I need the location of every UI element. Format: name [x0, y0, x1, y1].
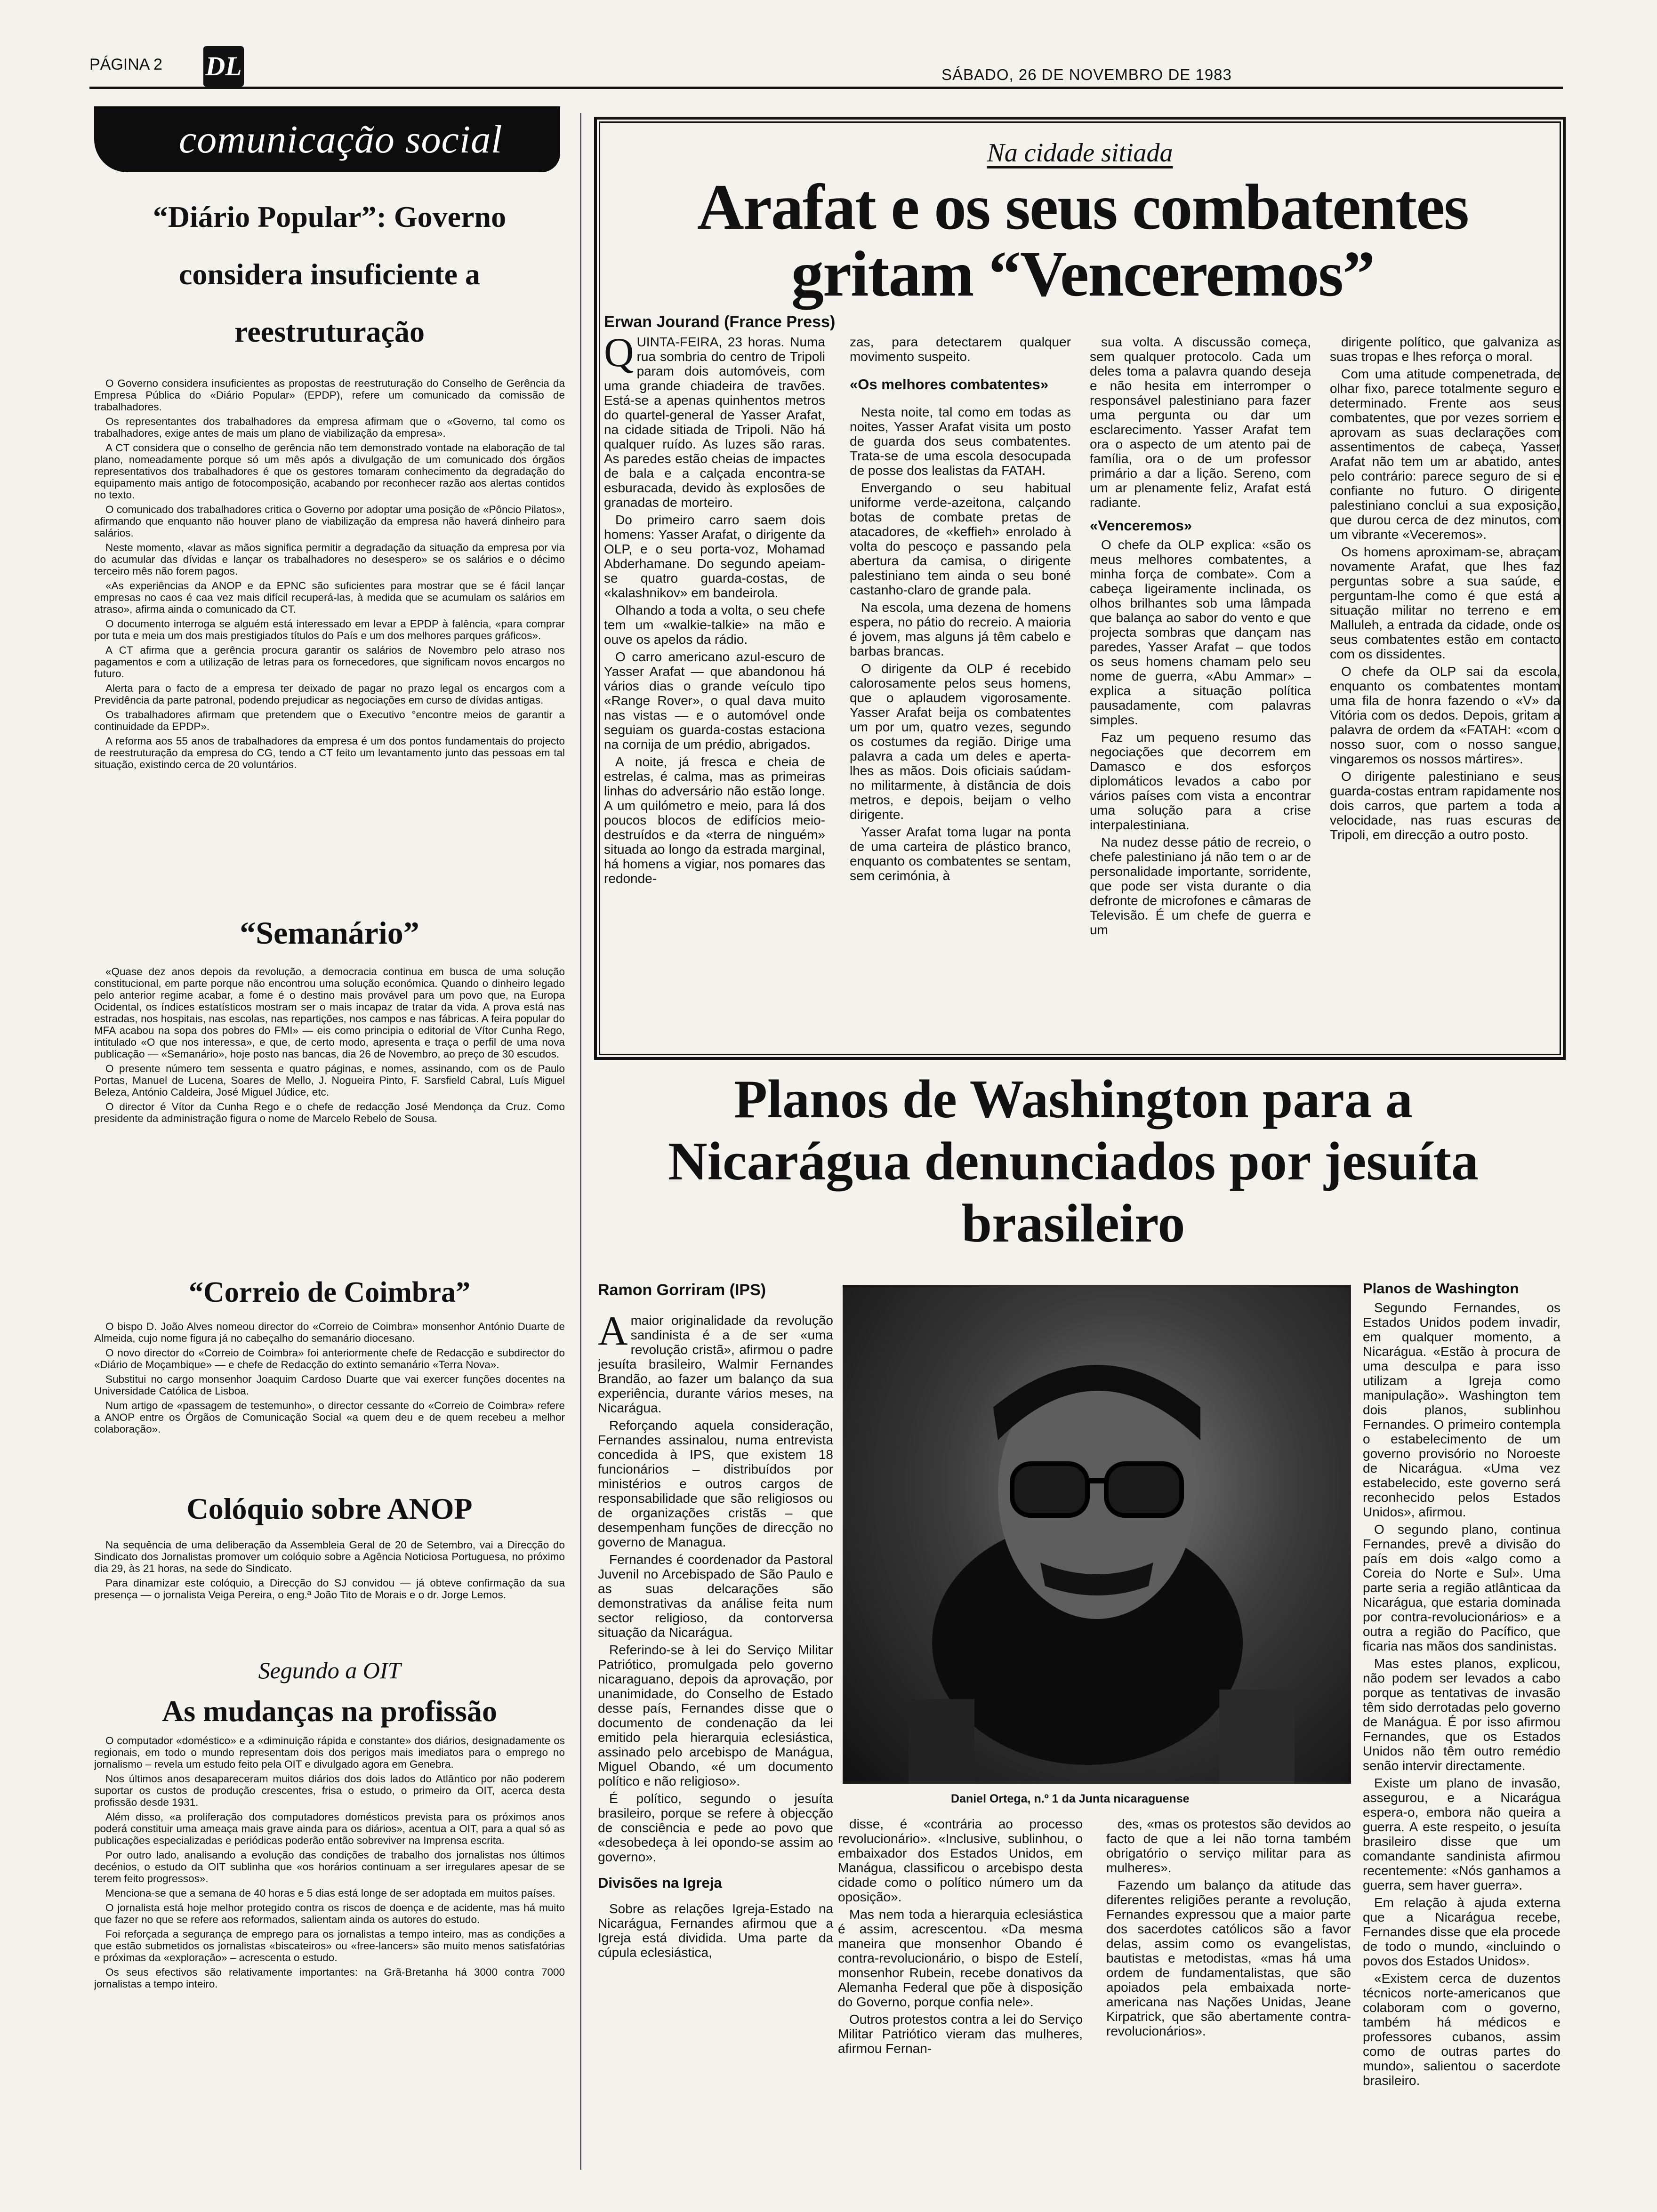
paragraph: A noite, já fresca e cheia de estrelas, é calma, mas as primeiras linhas do adversário não estão longe. A um quilómetro e meio, para lá dos poucos blocos de edifícios meio-destruídos e da «terra de ninguém» situada ao longo da estrada marginal, há homens a vigiar, nos pomares das redonde- — [604, 754, 825, 886]
nicaragua-subhead-planos: Planos de Washington — [1363, 1281, 1519, 1297]
paragraph: O dirigente da OLP é recebido calorosamente pelos seus homens, que o aplaudem vigorosamente. Yasser Arafat beija os combatentes um por um, quatro vezes, segundo os costumes da região. Dirige uma palavra a cada um deles e aperta-lhes as mãos. Dois oficiais saúdam-no militarmente, à distância de dois metros, e depois, beijam o velho dirigente. — [850, 661, 1071, 822]
newspaper-logo: DL — [203, 46, 244, 87]
paragraph: disse, é «contrária ao processo revolucionário». «Inclusive, sublinhou, o embaixador dos Estados Unidos, em Manágua, classificou o arcebispo desta cidade como o político número um da oposição». — [838, 1817, 1083, 1904]
paragraph: A reforma aos 55 anos de trabalhadores da empresa é um dos pontos fundamentais do projecto de reestruturação da empresa do CG, tendo a CT feito um levantamento junto das pessoas em tal situação, existindo cerca de 20 voluntários. — [94, 735, 565, 770]
dp-headline: “Diário Popular”: Governo considera insuficiente a reestruturação — [153, 200, 507, 348]
paragraph: É político, segundo o jesuíta brasileiro, porque se refere à objecção de consciência e pede ao povo que «desobedeça à lei opondo-se assim ao governo». — [598, 1791, 833, 1864]
paragraph: «Existem cerca de duzentos técnicos norte-americanos que colaboram com o governo, também há médicos e professores cubanos, assim como de outras partes do mundo», salientou o sacerdote brasileiro. — [1363, 1971, 1560, 2088]
paragraph: Na nudez desse pátio de recreio, o chefe palestiniano já não tem o ar de personalidade importante, sorridente, que pode ser vista durante o dia defronte de microfones e câmaras de Televisão. É um chefe de guerra e um — [1090, 835, 1311, 937]
arafat-kicker: Na cidade sitiada — [987, 138, 1173, 168]
paragraph: O novo director do «Correio de Coimbra» foi anteriormente chefe de Redacção e subdirector do «Diário de Moçambique» — e chefe de Redacção do extinto semanário «Terra Nova». — [94, 1347, 565, 1370]
arafat-col-4 — [1330, 335, 1560, 1050]
paragraph: Sobre as relações Igreja-Estado na Nicarágua, Fernandes afirmou que a Igreja está dividida. Uma parte da cúpula eclesiástica, — [598, 1901, 833, 1960]
paragraph: Existe um plano de invasão, assegurou, e a Nicarágua espera-o, embora não queira a guerra. A este respeito, o jesuíta brasileiro disse que um comandante sandinista afirmou recentemente: «Nós ganhamos a guerra, sem haver guerra». — [1363, 1776, 1560, 1892]
semanario-body — [94, 966, 565, 1253]
paragraph-text: maior originalidade da revolução sandinista é a de ser «uma revolução cristã», afirmou o padre jesuíta brasileiro, Walmir Fernandes Brandão, ao fazer um balanço da sua experiência, durante vários meses, na Nicarágua. — [598, 1313, 833, 1415]
nicaragua-col-3 — [1106, 1817, 1351, 2170]
paragraph: «Quase dez anos depois da revolução, a democracia continua em busca de uma solução constitucional, em parte porque não encontrou uma solução económica. Quando o dinheiro legado pelo anterior regime acabar, a fome é o destino mais provável para um povo que, na Europa Ocidental, os índices estatísticos mostram ser o mais incapaz de tratar da vida. A prova está nas estradas, nos hospitais, nas escolas, nas repartições, nos campos e nas fábricas. A feira popular do MFA acabou na sopa dos pobres do FMI» — eis como principia o editorial de Vítor Cunha Rego, intitulado «O que nos interessa», e que, de certo modo, apresenta e traça o perfil de uma nova publicação — «Semanário», hoje posto nas bancas, dia 26 de Novembro, ao preço de 30 escudos. — [94, 966, 565, 1060]
semanario-headline: “Semanário” — [240, 915, 419, 951]
paragraph: Fazendo um balanço da atitude das diferentes religiões perante a revolução, Fernandes expressou que a maior parte dos sacerdotes católicos são a favor delas, assim como os evangelistas, bautistas e metodistas, «mas há uma ordem de fundamentalistas, que são apoiados pela embaixada norte-americana nas Nações Unidas, Jeane Kirpatrick, que são abertamente contra-revolucionários». — [1106, 1878, 1351, 2038]
paragraph: Substitui no cargo monsenhor Joaquim Cardoso Duarte que vai exercer funções docentes na Universidade Católica de Lisboa. — [94, 1373, 565, 1397]
anop-body — [94, 1539, 565, 1633]
paragraph: des, «mas os protestos são devidos ao facto de que a lei não torna também obrigatório o serviço militar para as mulheres». — [1106, 1817, 1351, 1875]
arafat-headline: Arafat e os seus combatentes gritam “Venceremos” — [697, 171, 1468, 310]
paragraph: sua volta. A discussão começa, sem qualquer protocolo. Cada um deles toma a palavra quando deseja e não hesita em interromper o responsável palestiniano para fazer uma pergunta ou dar um esclarecimento. Yasser Arafat tem ora o aspecto de um atento pai de família, ora o de um professor primário a dar a lição. Sereno, com um ar plenamente feliz, Arafat está radiante. — [1090, 335, 1311, 510]
ortega-portrait-drawing — [843, 1285, 1351, 1784]
paragraph: Fernandes é coordenador da Pastoral Juvenil no Arcebispado de São Paulo e as suas delcarações são demonstrativas da análise feita num sector religioso, da contorversa situação da Nicarágua. — [598, 1552, 833, 1640]
arafat-col-1 — [604, 335, 825, 1050]
section-banner-label: comunicação social — [179, 118, 503, 161]
ortega-photo — [843, 1285, 1351, 1784]
paragraph: Nos últimos anos desapareceram muitos diários dos dois lados do Atlântico por não poderem suportar os custos de produção crescentes, frisa o estudo, o primeiro da OIT, acerca desta profissão desde 1931. — [94, 1773, 565, 1808]
paragraph: Mas estes planos, explicou, não podem ser levados a cabo porque as tentativas de invasão têm sido derrotadas pelo governo de Manágua. É por isso afirmou Fernandes, que os Estados Unidos não têm outro remédio senão intervir directamente. — [1363, 1656, 1560, 1773]
paragraph: Num artigo de «passagem de testemunho», o director cessante do «Correio de Coimbra» refere a ANOP entre os Órgãos de Comunicação Social «a quem deu e de quem recebeu a melhor colaboração». — [94, 1400, 565, 1435]
arafat-box — [594, 117, 1566, 1060]
paragraph: Do primeiro carro saem dois homens: Yasser Arafat, o dirigente da OLP, e o seu porta-voz, Mohamad Abderhamane. Do segundo apeiam-se quatro guarda-costas, de «kalashnikov» em bandeirola. — [604, 513, 825, 600]
nicaragua-lead-paragraph — [598, 1313, 833, 1415]
nicaragua-col-1 — [598, 1313, 833, 2170]
paragraph: O jornalista está hoje melhor protegido contra os riscos de doença e de acidente, mas há muito que fazer no que se refere aos reformados, salientam ainda os autores do estudo. — [94, 1902, 565, 1925]
paragraph: Foi reforçada a segurança de emprego para os jornalistas a tempo inteiro, mas as condições a que estão submetidos os jornalistas «biscateiros» ou «free-lancers» são muito menos satisfatórias e próximas da «exploração» – acrescenta o estudo. — [94, 1928, 565, 1964]
paragraph: Neste momento, «lavar as mãos significa permitir a degradação da situação da empresa por via do acumular das dívidas e lançar os trabalhadores no desespero» se os salários e o décimo terceiro mês não forem pagos. — [94, 542, 565, 577]
paragraph: O dirigente palestiniano e seus guarda-costas entram rapidamente nos dois carros, que partem a toda a velocidade, nas ruas escuras de Tripoli, em direcção a outro posto. — [1330, 769, 1560, 842]
nicaragua-col-2 — [838, 1817, 1083, 2170]
paragraph: Na escola, uma dezena de homens espera, no pátio do recreio. A maioria é jovem, mas alguns já têm cabelo e barbas brancas. — [850, 600, 1071, 658]
paragraph: O chefe da OLP explica: «são os meus melhores combatentes, a minha força de combate». Com a cabeça ligeiramente inclinada, os olhos brilhantes sob uma lâmpada que balança ao sabor do vento e que projecta sombras que dançam nas paredes, Yasser Arafat – que todos os seus homens chamam pelo seu nome de guerra, «Abu Ammar» – explica a situação política pausadamente, com palavras simples. — [1090, 537, 1311, 727]
arafat-byline: Erwan Jourand (France Press) — [604, 313, 836, 331]
paragraph: O documento interroga se alguém está interessado em levar a EPDP à falência, «para comprar por tuta e meia um dos mais prestigiados títulos do País e um dos melhores parques gráficos». — [94, 618, 565, 641]
paragraph: O director é Vítor da Cunha Rego e o chefe de redacção José Mendonça da Cruz. Como presidente da administração figura o nome de Marcelo Rebelo de Sousa. — [94, 1101, 565, 1124]
paragraph: Os homens aproximam-se, abraçam novamente Arafat, que lhes faz perguntas sobre a sua saúde, e perguntam-lhe como é que está a situação militar no terreno e em Malluleh, a entrada da cidade, onde os seus combatentes estão em contacto com os dissidentes. — [1330, 545, 1560, 661]
dp-body — [94, 377, 565, 895]
arafat-col-2 — [850, 335, 1071, 1050]
paragraph: Outros protestos contra a lei do Serviço Militar Patriótico vieram das mulheres, afirmou Fernan- — [838, 2012, 1083, 2056]
header-rule — [89, 87, 1563, 89]
paragraph: O comunicado dos trabalhadores critica o Governo por adoptar uma posição de «Pôncio Pilatos», afirmando que enquanto não houver plano de viabilização da empresa não haverá dinheiro para salários. — [94, 504, 565, 539]
paragraph: Com uma atitude compenetrada, de olhar fixo, parece totalmente seguro e determinado. Frente aos seus combatentes, que por vezes sorriem e aprovam as suas declarações com assentimentos de cabeça, Yasser Arafat não tem um ar abatido, antes pelo contrário: parece seguro de si e confiante no futuro. O dirigente palestiniano conclui a sua exposição, que durou cerca de dez minutos, com um vibrante «Veceremos». — [1330, 367, 1560, 542]
paragraph: O Governo considera insuficientes as propostas de reestruturação do Conselho de Gerência da Empresa Pública do «Diário Popular» (EPDP), refere um comunicado da comissão de trabalhadores. — [94, 377, 565, 413]
paragraph: Além disso, «a proliferação dos computadores domésticos prevista para os próximos anos poderá constituir uma ameaça mais grave ainda para os diários», acentua a OIT, para a qual só as publicações especializadas e periódicas poderão então sobreviver na Imprensa escrita. — [94, 1811, 565, 1846]
paragraph: Referindo-se à lei do Serviço Militar Patriótico, promulgada pelo governo nicaraguano, depois da aprovação, por unanimidade, do Conselho de Estado desse país, Fernandes disse que o documento de condenação da lei emitido pela hierarquia eclesiástica, assinado pelo arcebispo de Manágua, Miguel Obando, «é um documento político e não religioso». — [598, 1643, 833, 1788]
paragraph: Na sequência de uma deliberação da Assembleia Geral de 20 de Setembro, vai a Direcção do Sindicato dos Jornalistas promover um colóquio sobre a Agência Noticiosa Portuguesa, no próximo dia 29, às 21 horas, na sede do Sindicato. — [94, 1539, 565, 1574]
paragraph: Os seus efectivos são relativamente importantes: na Grã-Bretanha há 3000 contra 7000 jornalistas a tempo inteiro. — [94, 1966, 565, 1990]
nicaragua-byline: Ramon Gorriram (IPS) — [598, 1281, 766, 1299]
paragraph: Nesta noite, tal como em todas as noites, Yasser Arafat visita um posto de guarda dos seus combatentes. Trata-se de uma escola desocupada de posse dos lealistas da FATAH. — [850, 405, 1071, 478]
paragraph: O presente número tem sessenta e quatro páginas, e nomes, assinando, com os de Paulo Portas, Manuel de Lucena, Soares de Mello, J. Nogueira Pinto, F. Sarsfield Cabral, Luís Miguel Beleza, António Caldeira, José Miguel Júdice, etc. — [94, 1063, 565, 1098]
nicaragua-subhead-divisoes: Divisões na Igreja — [598, 1875, 722, 1891]
paragraph: Mas nem toda a hierarquia eclesiástica é assim, acrescentou. «Da mesma maneira que monsenhor Obando é contra-revolucionário, o bispo de Estelí, monsenhor Rubein, recebe donativos da Alemanha Federal que põe à disposição do Governo, porque confia nele». — [838, 1907, 1083, 2009]
arafat-subhead-venceremos: «Venceremos» — [1090, 517, 1192, 534]
correio-headline: “Correio de Coimbra” — [188, 1276, 471, 1308]
paragraph: dirigente político, que galvaniza as suas tropas e lhes reforça o moral. — [1330, 335, 1560, 364]
paragraph: O chefe da OLP sai da escola, enquanto os combatentes montam uma fila de honra fazendo o «V» da Vitória com os dedos. Depois, gritam a palavra de ordem da «FATAH: «com o nosso suor, com o nosso sangue, vingaremos os nossos mártires». — [1330, 664, 1560, 766]
paragraph: Os representantes dos trabalhadores da empresa afirmam que o «Governo, tal como os trabalhadores, exige antes de mais um plano de viabilização da empresa». — [94, 416, 565, 439]
paragraph: Para dinamizar este colóquio, a Direcção do SJ convidou — já obteve confirmação da sua presença — o jornalista Veiga Pereira, o eng.ª João Tito de Morais e o dr. Jorge Lemos. — [94, 1577, 565, 1601]
photo-caption: Daniel Ortega, n.º 1 da Junta nicaraguense — [951, 1792, 1190, 1805]
paragraph: Faz um pequeno resumo das negociações que decorrem em Damasco e dos esforços diplomáticos levados a cabo por vários países com vista a encontrar uma solução para a crise interpalestiniana. — [1090, 730, 1311, 832]
nicaragua-col-4 — [1363, 1281, 1560, 2171]
oit-kicker: Segundo a OIT — [258, 1657, 401, 1683]
nicaragua-headline: Planos de Washington para a Nicarágua denunciados por jesuíta brasileiro — [668, 1069, 1479, 1254]
oit-headline: As mudanças na profissão — [162, 1694, 497, 1728]
paragraph: Yasser Arafat toma lugar na ponta de uma carteira de plástico branco, enquanto os combatentes se sentam, sem cerimónia, à — [850, 825, 1071, 883]
paragraph: Envergando o seu habitual uniforme verde-azeitona, calçando botas de combate pretas de atacadores, de «keffieh» enrolado à volta do pescoço e passando pela abertura da camisa, o dirigente palestiniano tem ainda o seu boné castanho-claro de grande pala. — [850, 481, 1071, 597]
arafat-lead-paragraph — [604, 335, 825, 510]
paragraph: Em relação à ajuda externa que a Nicarágua recebe, Fernandes disse que ela procede de todo o mundo, «incluindo o povos dos Estados Unidos». — [1363, 1895, 1560, 1968]
column-divider — [580, 113, 581, 2170]
arafat-col-3 — [1090, 335, 1311, 1050]
paragraph: O segundo plano, continua Fernandes, prevê a divisão do país em dois «algo como a Coreia do Norte e Sul». Uma parte seria a região atlânticaa da Nicarágua, que estaria dominada por contra-revolucionários» e a outra a região do Pacífico, que ficaria nas mãos dos sandinistas. — [1363, 1522, 1560, 1653]
left-column — [94, 188, 565, 2156]
drop-cap: Q — [604, 335, 634, 376]
paragraph: O carro americano azul-escuro de Yasser Arafat — que abandonou há vários dias o grande veículo tipo «Range Rover», o qual dava muito nas vistas — e o automóvel onde seguiam os guarda-costas estaciona na cornija de um prédio, abrigados. — [604, 649, 825, 752]
paragraph-text: UINTA-FEIRA, 23 horas. Numa rua sombria do centro de Tripoli param dois automóveis, com uma grande chiadeira de travões. Está-se a apenas quinhentos metros do quartel-general de Yasser Arafat, na cidade sitiada de Tripoli. Não há qualquer ruído. As luzes são raras. As paredes estão cheias de impactes de bala e a calçada encontra-se esburacada, devido às explosões de granadas de morteiro. — [604, 335, 825, 510]
paragraph: O computador «doméstico» e a «diminuição rápida e constante» dos diários, designadamente os regionais, em todo o mundo representam dois dos perigos mais imediatos para o emprego no jornalismo – revela um estudo feito pela OIT e divulgado agora em Genebra. — [94, 1735, 565, 1770]
anop-headline: Colóquio sobre ANOP — [186, 1492, 473, 1525]
paragraph: Olhando a toda a volta, o seu chefe tem um «walkie-talkie» na mão e ouve os apelos da rádio. — [604, 603, 825, 647]
paragraph: «As experiências da ANOP e da EPNC são suficientes para mostrar que se é fácil lançar empresas no caos é caa vez mais difícil recuperá-las, à medida que se acumulam os salários em atraso», afirma ainda o comunicado da CT. — [94, 580, 565, 615]
page-number: PÁGINA 2 — [89, 56, 162, 73]
paragraph: O bispo D. João Alves nomeou director do «Correio de Coimbra» monsenhor António Duarte de Almeida, cujo nome figura já no cabeçalho do semanário diocesano. — [94, 1321, 565, 1344]
section-banner — [94, 106, 560, 172]
drop-cap: A — [598, 1313, 628, 1354]
paragraph: Alerta para o facto de a empresa ter deixado de pagar no prazo legal os encargos com a Previdência da parte patronal, podendo prejudicar as negociações em curso de dívidas antigas. — [94, 682, 565, 706]
paragraph: Segundo Fernandes, os Estados Unidos podem invadir, em qualquer momento, a Nicarágua. «Estão à procura de uma desculpa e para isso utilizam a Igreja como manipulação». Washington tem dois planos, sublinhou Fernandes. O primeiro contempla o estabelecimento de um governo provisório no Noroeste de Nicarágua. «Uma vez estabelecido, este governo será reconhecido pelos Estados Unidos», afirmou. — [1363, 1300, 1560, 1519]
paragraph: A CT afirma que a gerência procura garantir os salários de Novembro pelo atraso nos pagamentos e com a utilização de letras para os fornecedores, que significam novos encargos no futuro. — [94, 644, 565, 680]
paragraph: Reforçando aquela consideração, Fernandes assinalou, numa entrevista concedida à IPS, que existem 18 funcionários – distribuídos por ministérios e outros cargos de responsabilidade que são religiosos ou de organizações cristãs – que desempenham funções de direcção no governo de Managua. — [598, 1418, 833, 1549]
paragraph: Por outro lado, analisando a evolução das condições de trabalho dos jornalistas nos últimos decénios, o estudo da OIT sublinha que «os horários continuam a ser irregulares apesar de se terem feito progressos». — [94, 1849, 565, 1884]
arafat-col2-intro: zas, para detectarem qualquer movimento suspeito. — [850, 335, 1071, 364]
paragraph: Menciona-se que a semana de 40 horas e 5 dias está longe de ser adoptada em muitos países. — [105, 1887, 555, 1899]
oit-body — [94, 1735, 565, 2149]
paragraph: Os trabalhadores afirmam que pretendem que o Executivo °encontre meios de garantir a continuidade da EPDP». — [94, 709, 565, 732]
arafat-subhead-combatentes: «Os melhores combatentes» — [850, 376, 1049, 393]
correio-body — [94, 1321, 565, 1471]
page-date: SÁBADO, 26 DE NOVEMBRO DE 1983 — [941, 66, 1232, 83]
paragraph: A CT considera que o conselho de gerência não tem demonstrado vontade na elaboração de tal plano, nomeadamente porque só um mês após a divulgação de um comunicado dos órgãos representativos dos trabalhadores é que os gestores tomaram conhecimento da degradação do equipamento mais antigo de fotocomposição, acabando por reconhecer razão aos alertas contidos no texto. — [94, 442, 565, 501]
